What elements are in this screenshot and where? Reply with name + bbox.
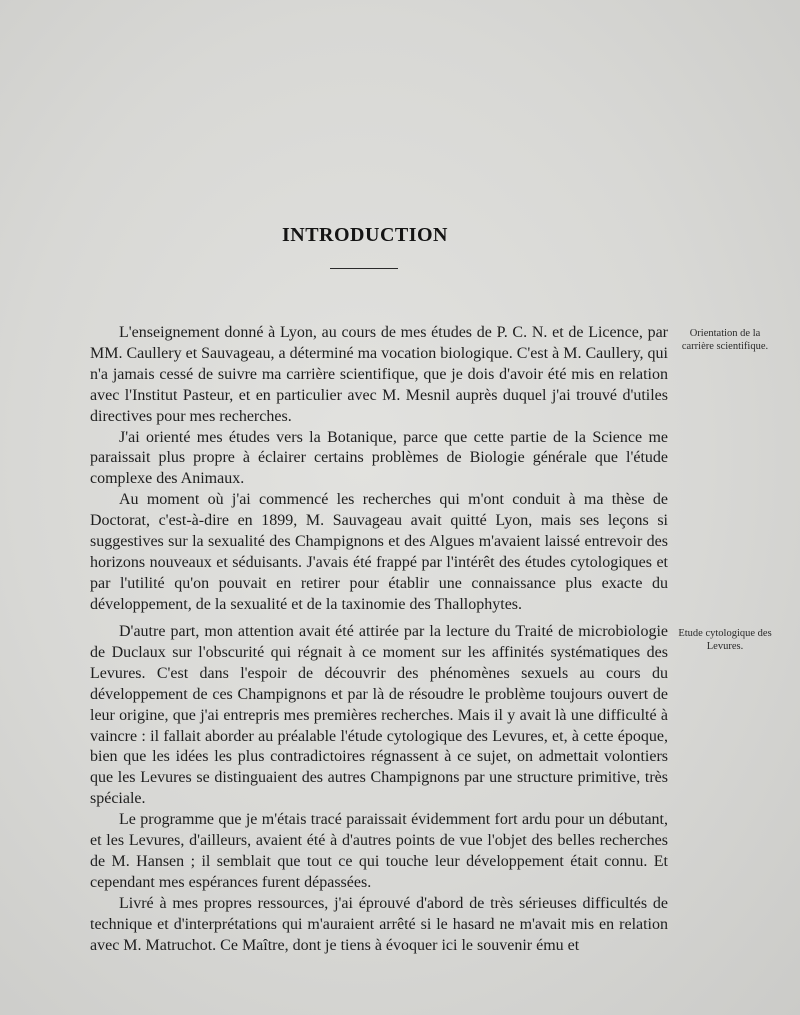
paragraph: Le programme que je m'étais tracé paraissait évidemment fort ardu pour un débutant, et les Levures, d'ailleurs, avaient été à d'autres points de vue l'objet des belles recherches de M. Hansen ; il semblait que tout ce qui touche leur développement était connu. Et cependant mes espérances furent dépassées. [90, 811, 668, 891]
section-career-orientation [90, 323, 668, 616]
title-rule [330, 268, 398, 269]
page-title: INTRODUCTION [281, 224, 449, 246]
paragraph: D'autre part, mon attention avait été attirée par la lecture du Traité de microbiologie de Duclaux sur l'obscurité qui régnait à ce moment sur les affinités systématiques des Levures. C'est dans l'espoir de découvrir des phénomènes sexuels au cours du développement de ces Champignons et par là de résoudre le problème toujours ouvert de leur origine, que j'ai entrepris mes premières recherches. Mais il y avait là une difficulté à vaincre : il fallait aborder au préalable l'étude cytologique des Levures, et, à cette époque, bien que les idées les plus contradictoires régnassent à ce sujet, on admettait volontiers que les Levures se distinguaient des autres Champignons par une structure primitive, très spéciale. [90, 623, 668, 808]
paragraph: J'ai orienté mes études vers la Botanique, parce que cette partie de la Science me paraissait plus propre à éclairer certains problèmes de Biologie générale que l'étude complexe des Animaux. [90, 428, 668, 488]
paragraph: L'enseignement donné à Lyon, au cours de mes études de P. C. N. et de Licence, par MM. Caullery et Sauvageau, a déterminé ma vocation biologique. C'est à M. Caullery, qui n'a jamais cessé de suivre ma carrière scientifique, que je dois d'avoir été mis en relation avec l'Institut Pasteur, et en particulier avec M. Mesnil auprès duquel j'ai trouvé d'utiles directives pour mes recherches. [90, 324, 668, 425]
paragraph: Au moment où j'ai commencé les recherches qui m'ont conduit à ma thèse de Doctorat, c'est-à-dire en 1899, M. Sauvageau avait quitté Lyon, mais ses leçons si suggestives sur la sexualité des Champignons et des Algues m'avaient laissé entrevoir des horizons nouveaux et séduisants. J'avais été frappé par l'intérêt des études cytologiques et par l'utilité qu'on pouvait en retirer pour établir une connaissance plus exacte du développement, de la sexualité et de la taxinomie des Thallophytes. [90, 491, 668, 613]
margin-note-yeast: Etude cytologique des Levures. [678, 628, 772, 652]
paragraph: Livré à mes propres ressources, j'ai éprouvé d'abord de très sérieuses difficultés de technique et d'interprétations qui m'auraient arrêté si le hasard ne m'avait mis en relation avec M. Matruchot. Ce Maître, dont je tiens à évoquer ici le souvenir ému et [90, 894, 668, 954]
section-yeast-cytology [90, 622, 668, 957]
margin-note-career: Orientation de la carrière scientifique. [681, 328, 769, 352]
